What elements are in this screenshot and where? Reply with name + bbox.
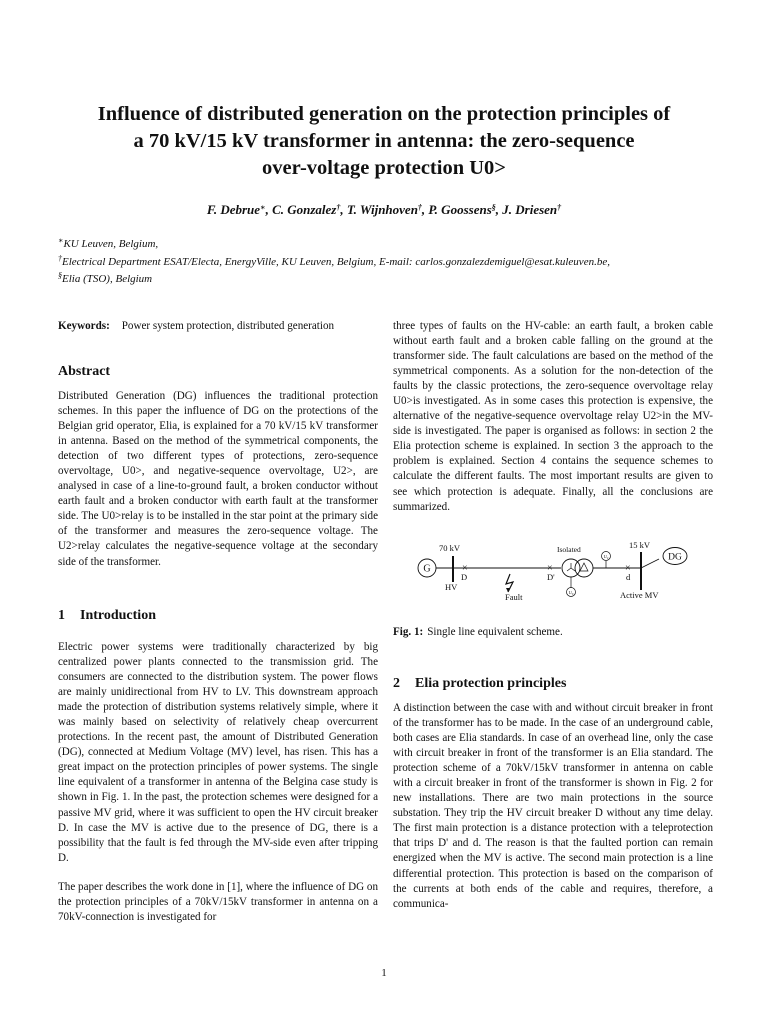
section-2-text: A distinction between the case with and without circuit breaker in front of the transformer has to be made. In the case of an underground cable, both cases are Elia standards. In case of an overhead line, only the case with circuit breaker in front of the transformer is an Elia standard. The protection scheme of a 70kV/15kV transformer in antenna on cable with a circuit breaker in front of the transformer is shown in Fig. 2 for new installations. There are two main protections in the source substation. They trip the HV circuit breaker D without any time delay. The first main protection is a distance protection with a teleprotection that trips D' and d. The reason is that the faulted portion can remain energized when the MV is active. The second main protection is a line differential protection. This protection is based on the comparison of the currents at both ends of the cable and requires, therefore, a communica- xyxy=(393,702,713,910)
section-2-body xyxy=(393,701,713,912)
label-isolated: Isolated xyxy=(557,545,581,554)
transformer-secondary xyxy=(575,559,593,577)
affiliation-line xyxy=(58,234,738,252)
label-70kv: 70 kV xyxy=(439,543,461,553)
label-u0: U₀ xyxy=(568,590,574,595)
section-title: Elia protection principles xyxy=(415,676,567,691)
affiliation-text: KU Leuven, Belgium, xyxy=(63,238,159,250)
title-line-1: Influence of distributed generation on the protection principles of xyxy=(97,103,671,125)
intro-continued xyxy=(393,319,713,515)
author-name: J. Driesen xyxy=(502,202,558,217)
affiliation-mark: † xyxy=(58,253,62,263)
caption-text: Single line equivalent scheme. xyxy=(427,626,563,638)
section-2-heading xyxy=(393,676,566,692)
keywords-text: Power system protection, distributed generation xyxy=(121,320,335,332)
author-mark: † xyxy=(417,203,422,212)
label-fault: Fault xyxy=(505,592,523,602)
author-name: F. Debrue xyxy=(206,202,261,217)
intro-continued-text: three types of faults on the HV-cable: an earth fault, a broken cable without earth fault and a broken cable falling on the ground at the transformer side. The fault calculations are based on the method of the symmetrical components. As a solution for the non-detection of the faults by the classic protections, the zero-sequence overvoltage relay U0>is investigated. As in some cases this protection is expensive, the alternative of the negative-sequence overvoltage relay U2>in the MV-side is investigated. The paper is organised as follows: in section 2 the Elia protection scheme is explained. In section 3 the approach to the problem is explained. Section 4 contains the sequence schemes to calculate the different faults. The most important results are given to see which protection is adequate. Finally, all the conclusions are summarized. xyxy=(393,320,713,513)
affiliation-line xyxy=(58,252,738,270)
label-hv: HV xyxy=(445,582,458,592)
introduction-paragraph-1: Electric power systems were traditionally characterized by big centralized power plants connected to the transmission grid. The consumers are connected to the distribution system. The power flows are mainly unidirectional from HV to LV. This downstream approach made the protection of distribution systems relatively simple, where it was mainly based on selectivity of relatively cheap overcurrent protections. In the recent past, the amount of Distributed Generation (DG), connected at Medium Voltage (MV) level, has risen. This has a great impact on the protection principles of power systems. The single line equivalent of a transformer in antenna of the Belgina case study is shown in Fig. 1. In the past, the protection schemes were designed for a passive MV grid, where it was sufficient to open the HV circuit breaker D. In case the MV is active due to the presence of DG, there is a possibility that the fault is fed through the MV-side even after tripping D. xyxy=(58,641,378,864)
affiliation-mark: ∗ xyxy=(58,236,64,245)
author-mark: † xyxy=(336,203,341,212)
section-number: 2 xyxy=(393,676,400,691)
title-line-3: over-voltage protection U0> xyxy=(262,157,506,179)
affiliation-text: Elia (TSO), Belgium xyxy=(62,273,153,285)
paper-title xyxy=(40,101,728,182)
keywords xyxy=(58,319,378,334)
introduction-heading xyxy=(58,608,156,624)
section-number: 1 xyxy=(58,608,65,623)
label-u2: U₂ xyxy=(603,554,609,559)
abstract-heading: Abstract xyxy=(58,364,111,379)
author-mark: § xyxy=(491,203,496,212)
label-dg: DG xyxy=(668,552,682,563)
introduction-paragraph-2: The paper describes the work done in [1], where the influence of DG on the protection principles of a 70kV/15kV transformer in antenna on a 70kV-connection is investigated for xyxy=(58,881,378,924)
author-name: C. Gonzalez xyxy=(272,202,337,217)
introduction-body-2 xyxy=(58,880,378,925)
affiliations xyxy=(58,234,738,287)
author-mark: † xyxy=(557,203,562,212)
affiliation-text: Electrical Department ESAT/Electa, EnergyVille, KU Leuven, Belgium, E-mail: carlos.gonzalezdemiguel@esat.kuleuven.be, xyxy=(62,255,610,268)
introduction-body-1 xyxy=(58,640,378,866)
author-list: F. Debrue∗, C. Gonzalez†, T. Wijnhoven†, P. Goossens§, J. Driesen† xyxy=(206,202,562,217)
breaker-dprime-symbol: × xyxy=(547,563,553,574)
single-line-diagram xyxy=(393,530,713,620)
affiliation-mark: § xyxy=(58,271,62,280)
page-number: 1 xyxy=(381,967,387,979)
abstract-body xyxy=(58,389,378,570)
title-line-2: a 70 kV/15 kV transformer in antenna: the zero-sequence xyxy=(133,130,635,152)
author-mark: ∗ xyxy=(260,203,266,212)
affiliation-line xyxy=(58,269,738,287)
breaker-d-small-symbol: × xyxy=(625,563,631,574)
label-d: D xyxy=(461,572,468,582)
keywords-label: Keywords: xyxy=(58,320,110,332)
abstract-text: Distributed Generation (DG) influences the traditional protection schemes. In this paper the influence of DG on the protections of the Belgian grid operator, Elia, is explained for a 70 kV/15 kV transformer in antenna. Based on the method of the symmetrical components, the detection of two different types of protections, zero-sequence overvoltage, U0>, and negative-sequence overvoltage, U2>, are analysed in case of a line-to-ground fault, a broken conductor without earth fault and a broken conductor with earth fault at the transformer side. The U0>relay is to be installed in the star point at the primary side of the transformer and measures the zero-sequence voltage. The U2>relay calculates the negative-sequence voltage at the secondary side of the transformer. xyxy=(58,390,378,568)
label-dsmall: d xyxy=(626,572,631,582)
section-title: Introduction xyxy=(80,608,156,623)
figure-caption xyxy=(393,626,563,638)
label-15kv: 15 kV xyxy=(629,540,651,550)
author-name: T. Wijnhoven xyxy=(346,202,418,217)
caption-label: Fig. 1: xyxy=(393,626,424,638)
breaker-d-symbol: × xyxy=(462,563,468,574)
label-active-mv: Active MV xyxy=(620,590,659,600)
label-dprime: D' xyxy=(547,572,555,582)
author-name: P. Goossens xyxy=(428,202,492,217)
generator-label: G xyxy=(423,563,431,575)
